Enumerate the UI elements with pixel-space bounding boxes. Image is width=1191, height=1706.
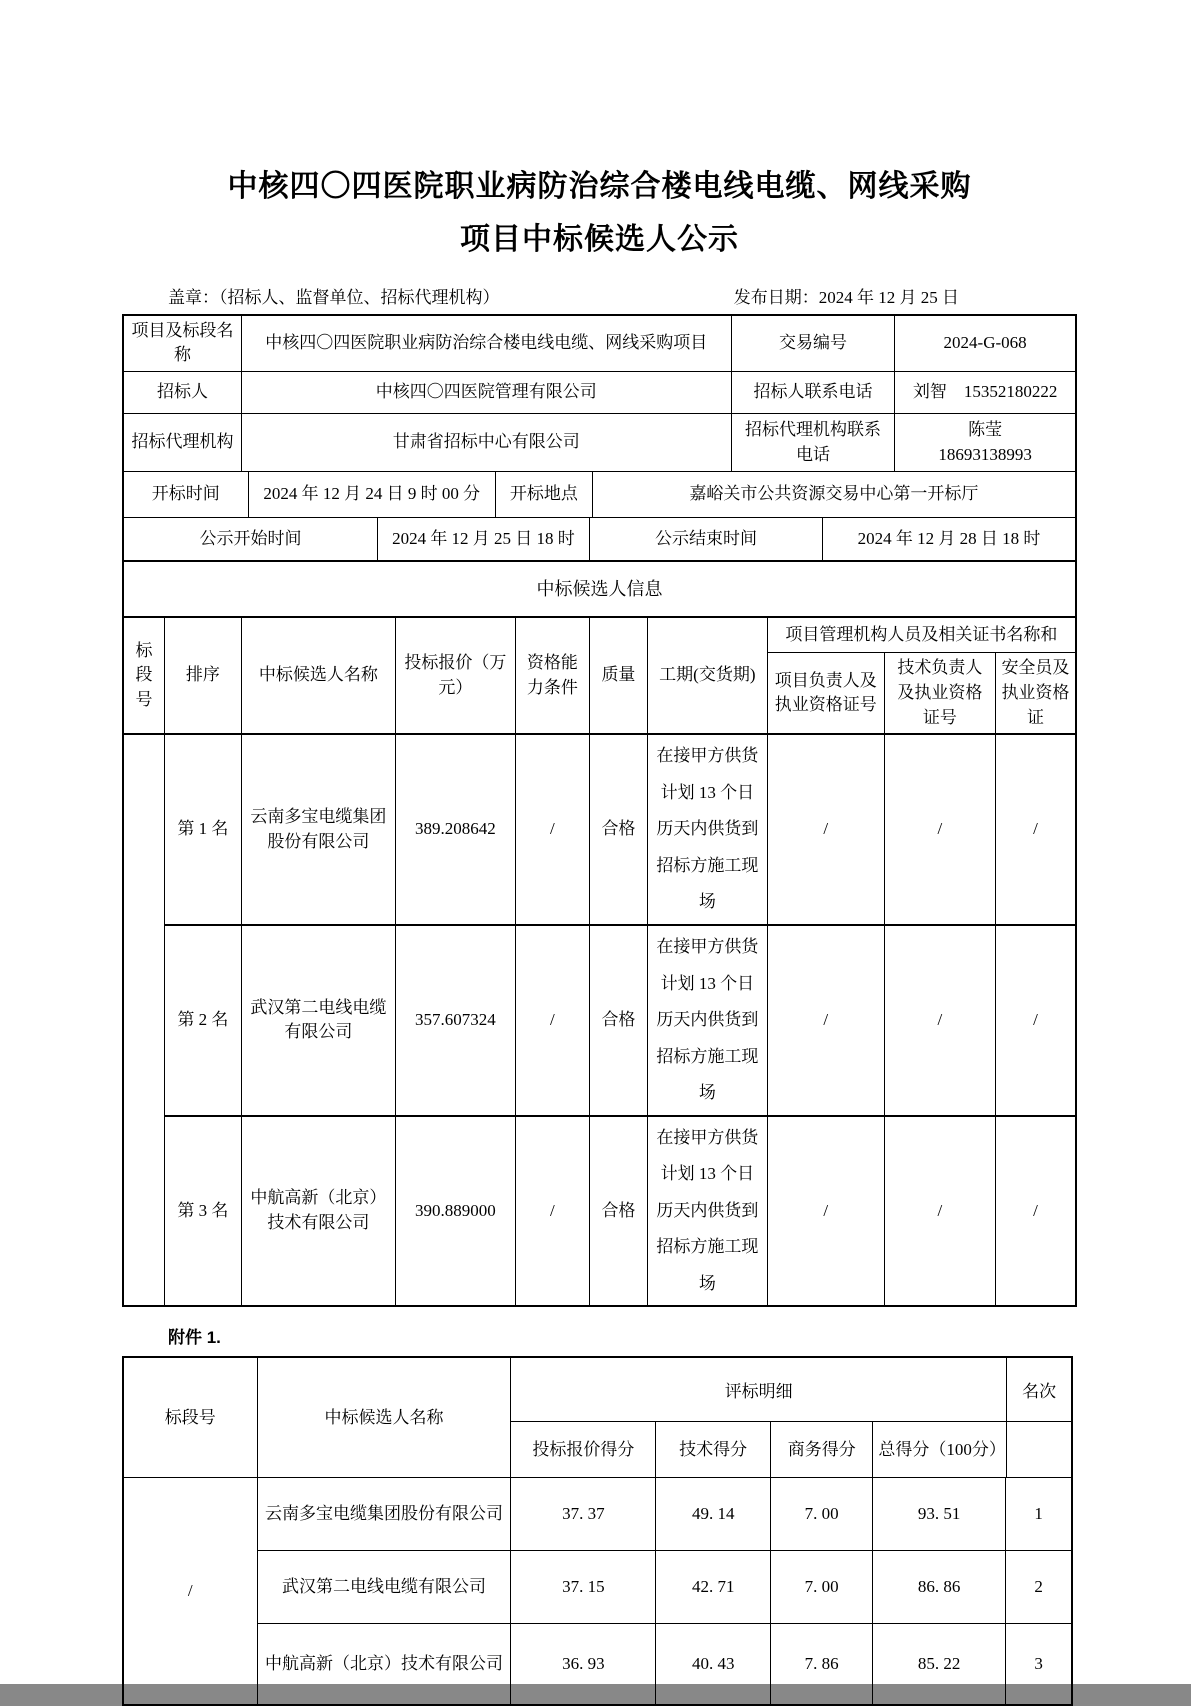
candidate-row-1	[165, 735, 1075, 926]
seal-label: 盖章：（招标人、监督单位、招标代理机构）	[168, 287, 500, 307]
score-detail-table	[122, 1356, 1073, 1706]
page-title	[122, 160, 1077, 267]
candidates-header-row	[124, 618, 1075, 735]
score-rank: 1	[1034, 1504, 1043, 1524]
score-tech: 49. 14	[656, 1478, 771, 1550]
score-rank: 2	[1034, 1577, 1043, 1597]
seal-and-date-row	[122, 283, 1077, 308]
project-name-row	[124, 316, 1075, 372]
tenderer-label: 招标人	[124, 372, 242, 413]
score-biz: 7. 00	[771, 1551, 873, 1623]
tenderer-phone-label: 招标人联系电话	[732, 372, 896, 413]
candidate-tech: /	[885, 735, 996, 924]
candidate-name: 中航高新（北京）技术有限公司	[242, 1117, 396, 1306]
candidate-name: 云南多宝电缆集团股份有限公司	[242, 735, 396, 924]
section-number-cell	[124, 735, 165, 1305]
header-tech-manager: 技术负责人及执业资格证号	[885, 653, 996, 733]
agency-phone-label: 招标代理机构联系电话	[732, 414, 896, 471]
transaction-id-label: 交易编号	[732, 316, 896, 371]
candidate-quality: 合格	[590, 1117, 648, 1306]
score-candidate-name: 中航高新（北京）技术有限公司	[258, 1624, 512, 1704]
agency-phone-value	[895, 414, 1075, 471]
candidate-period: 在接甲方供货计划 13 个日历天内供货到招标方施工现场	[648, 926, 768, 1115]
candidates-section-title: 中标候选人信息	[536, 579, 663, 600]
candidate-quality: 合格	[590, 926, 648, 1115]
candidate-safety: /	[1033, 819, 1038, 839]
candidate-tech: /	[885, 926, 996, 1115]
candidate-tech: /	[885, 1117, 996, 1306]
header-rank: 排序	[165, 618, 242, 733]
header-management-group	[768, 618, 1075, 733]
header-period: 工期(交货期)	[648, 618, 768, 733]
bid-opening-place-value: 嘉峪关市公共资源交易中心第一开标厅	[689, 484, 979, 504]
candidate-qualification: /	[516, 926, 590, 1115]
candidate-price: 390.889000	[396, 1117, 516, 1306]
candidate-price: 357.607324	[396, 926, 516, 1115]
score-tech: 42. 71	[656, 1551, 771, 1623]
score-tech: 40. 43	[656, 1624, 771, 1704]
page-title-line1: 中核四〇四医院职业病防治综合楼电线电缆、网线采购	[227, 170, 972, 203]
candidate-qualification: /	[516, 1117, 590, 1306]
score-header-total-score: 总得分（100分）	[878, 1439, 1006, 1459]
publicity-start-value: 2024 年 12 月 25 日 18 时	[378, 518, 590, 560]
candidate-period: 在接甲方供货计划 13 个日历天内供货到招标方施工现场	[648, 735, 768, 924]
transaction-id-value: 2024-G-068	[943, 333, 1027, 353]
score-header-section-number: 标段号	[124, 1358, 258, 1477]
score-header-detail-title: 评标明细	[511, 1358, 1005, 1422]
candidate-pm: /	[768, 1117, 885, 1306]
tenderer-value: 中核四〇四医院管理有限公司	[242, 372, 732, 413]
score-header-detail-group	[511, 1358, 1006, 1477]
header-candidate-name: 中标候选人名称	[242, 618, 396, 733]
score-header-biz-score: 商务得分	[771, 1422, 873, 1477]
candidate-rank: 第 3 名	[165, 1117, 242, 1306]
candidates-section-band	[124, 562, 1075, 618]
publicity-end-label: 公示结束时间	[590, 518, 823, 560]
score-total: 85. 22	[873, 1624, 1006, 1704]
score-rank: 3	[1034, 1654, 1043, 1674]
candidate-rank: 第 2 名	[165, 926, 242, 1115]
bid-opening-row	[124, 472, 1075, 518]
candidate-qualification: /	[516, 735, 590, 924]
score-section-number-cell: /	[124, 1478, 258, 1704]
score-price: 37. 37	[511, 1478, 656, 1550]
candidate-safety: /	[1033, 1010, 1038, 1030]
agency-row	[124, 414, 1075, 472]
score-price: 36. 93	[511, 1624, 656, 1704]
agency-value: 甘肃省招标中心有限公司	[242, 414, 732, 471]
publicity-period-row	[124, 518, 1075, 562]
candidate-row-2	[165, 926, 1075, 1117]
score-header-candidate-name: 中标候选人名称	[258, 1358, 512, 1477]
candidate-name: 武汉第二电线电缆有限公司	[242, 926, 396, 1115]
tenderer-row	[124, 372, 1075, 414]
score-price: 37. 15	[511, 1551, 656, 1623]
agency-contact-name: 陈莹	[968, 419, 1003, 439]
score-candidate-name: 云南多宝电缆集团股份有限公司	[258, 1478, 512, 1550]
header-qualification: 资格能力条件	[516, 618, 590, 733]
score-header-tech-score: 技术得分	[656, 1422, 771, 1477]
project-name-value: 中核四〇四医院职业病防治综合楼电线电缆、网线采购项目	[242, 316, 732, 371]
agency-label: 招标代理机构	[124, 414, 242, 471]
bid-announcement-table	[122, 314, 1077, 1308]
score-candidate-name: 武汉第二电线电缆有限公司	[258, 1551, 512, 1623]
header-safety-officer: 安全员及执业资格证	[1001, 658, 1070, 727]
bid-opening-time-label: 开标时间	[124, 472, 249, 517]
candidates-data-area	[124, 735, 1075, 1305]
header-quality: 质量	[590, 618, 648, 733]
tenderer-phone-value: 刘智 15352180222	[912, 382, 1058, 402]
score-header-rank: 名次	[1007, 1358, 1071, 1422]
candidate-quality: 合格	[590, 735, 648, 924]
header-section-number: 标段号	[124, 618, 165, 733]
candidates-rows	[165, 735, 1075, 1305]
candidate-pm: /	[768, 926, 885, 1115]
score-total: 93. 51	[873, 1478, 1006, 1550]
score-row-1	[258, 1478, 1072, 1551]
header-bid-price: 投标报价（万元）	[396, 618, 516, 733]
score-data-area	[124, 1478, 1071, 1704]
score-row-3	[258, 1624, 1072, 1704]
project-name-label: 项目及标段名称	[124, 316, 242, 371]
score-total: 86. 86	[873, 1551, 1006, 1623]
score-row-2	[258, 1551, 1072, 1624]
candidate-pm: /	[768, 735, 885, 924]
attachment-label: 附件 1.	[168, 1328, 221, 1348]
score-rows	[258, 1478, 1072, 1704]
candidate-row-3	[165, 1117, 1075, 1306]
score-biz: 7. 86	[771, 1624, 873, 1704]
candidate-price: 389.208642	[396, 735, 516, 924]
candidate-period: 在接甲方供货计划 13 个日历天内供货到招标方施工现场	[648, 1117, 768, 1306]
publish-date: 发布日期：2024 年 12 月 25 日	[733, 287, 959, 307]
score-biz: 7. 00	[771, 1478, 873, 1550]
page-title-line2: 项目中标候选人公示	[460, 223, 739, 257]
header-management-group-title: 项目管理机构人员及相关证书名称和	[768, 618, 1075, 653]
publicity-end-value: 2024 年 12 月 28 日 18 时	[857, 528, 1041, 548]
candidate-rank: 第 1 名	[165, 735, 242, 924]
header-project-manager: 项目负责人及执业资格证号	[768, 653, 885, 733]
candidate-safety: /	[1033, 1200, 1038, 1220]
bid-opening-time-value: 2024 年 12 月 24 日 9 时 00 分	[249, 472, 496, 517]
score-header-price-score: 投标报价得分	[511, 1422, 656, 1477]
score-header-rank-col	[1007, 1358, 1071, 1477]
agency-contact-phone: 18693138993	[938, 444, 1032, 464]
score-header-row	[124, 1358, 1071, 1478]
score-header-rank-empty	[1007, 1422, 1071, 1477]
publicity-start-label: 公示开始时间	[124, 518, 378, 560]
bid-opening-place-label: 开标地点	[496, 472, 593, 517]
